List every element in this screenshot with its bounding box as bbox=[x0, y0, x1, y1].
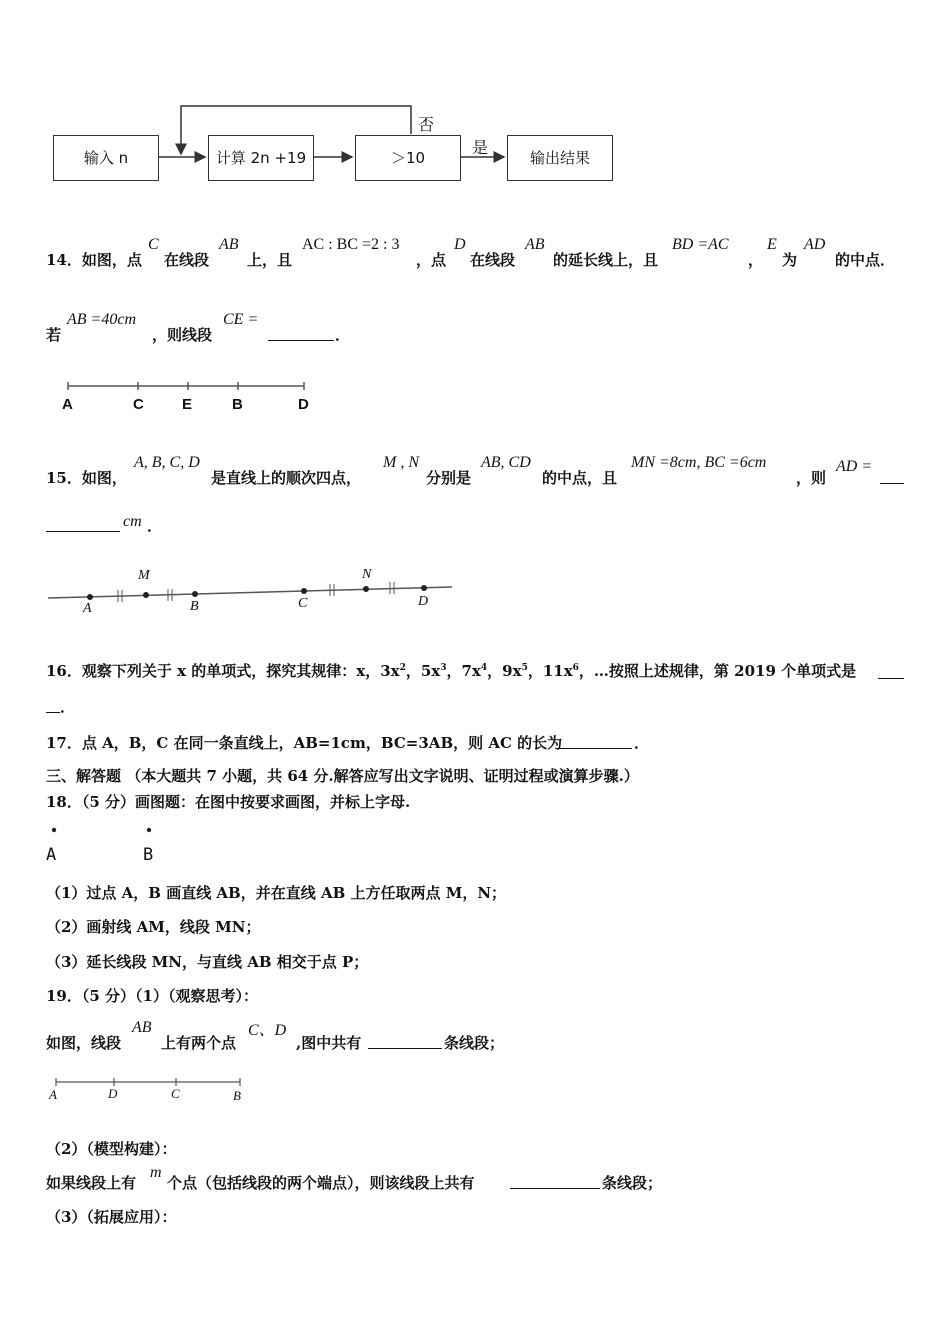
q14-t7: 为 bbox=[782, 251, 798, 269]
q18-label-A: A bbox=[46, 845, 57, 865]
q14-label-B: B bbox=[232, 396, 243, 413]
q14-label-A: A bbox=[62, 396, 73, 413]
q14-label-E: E bbox=[182, 396, 193, 413]
q15-t1: 是直线上的顺次四点， bbox=[211, 469, 362, 487]
q19-l1b: 上有两个点 bbox=[161, 1034, 237, 1052]
q15-point-A bbox=[87, 594, 93, 600]
q14-AB2: AB bbox=[525, 236, 545, 253]
q19-title: 19．（5 分）（1）（观察思考）： bbox=[46, 987, 258, 1005]
q14-t2: 上，且 bbox=[247, 251, 293, 269]
q19-ab: AB bbox=[132, 1019, 152, 1036]
q18-step-3: （3）延长线段 MN，与直线 AB 相交于点 P； bbox=[46, 953, 369, 971]
q17-text: 17．点 A，B，C 在同一条直线上，AB=1cm，BC=3AB，则 AC 的长为 bbox=[46, 734, 563, 752]
q19-l1a: 如图，线段 bbox=[46, 1034, 122, 1052]
q15-unit: cm bbox=[123, 513, 142, 530]
q15-point-N bbox=[363, 586, 369, 592]
q15-line-figure bbox=[40, 570, 460, 610]
q15-point-C bbox=[301, 588, 307, 594]
q14-D: D bbox=[454, 236, 466, 253]
flow-condition-box: ＞10 bbox=[355, 135, 461, 181]
q15-point-B bbox=[192, 591, 198, 597]
flow-input-box: 输入 n bbox=[53, 135, 159, 181]
q17-end: ． bbox=[634, 734, 650, 752]
flow-output-box: 输出结果 bbox=[507, 135, 613, 181]
q18-label-B: B bbox=[143, 845, 154, 865]
q15-label-C: C bbox=[298, 596, 308, 611]
q14-C: C bbox=[148, 236, 159, 253]
q14-ratio: AC : BC =2 : 3 bbox=[302, 236, 400, 253]
q15-point-D bbox=[421, 585, 427, 591]
flow-compute-box: 计算 2n +19 bbox=[208, 135, 314, 181]
q14-label-D: D bbox=[298, 396, 309, 413]
q18-points-figure bbox=[48, 826, 158, 834]
q14-bd: BD =AC bbox=[672, 236, 729, 253]
q18-step-2: （2）画射线 AM，线段 MN； bbox=[46, 918, 261, 936]
q14-l2a: 若 bbox=[46, 326, 62, 344]
q19-m: m bbox=[150, 1164, 162, 1181]
q19-l2a: 如果线段上有 bbox=[46, 1174, 137, 1192]
q16-end: ． bbox=[60, 698, 76, 716]
q18-step-1: （1）过点 A，B 画直线 AB，并在直线 AB 上方任取两点 M，N； bbox=[46, 884, 507, 902]
q14-end: ． bbox=[335, 326, 351, 344]
q16-text: 16．观察下列关于 x 的单项式，探究其规律：x，$3x^2$，$5x^3$，$7x^4$，$9x^5$，$11x^6$，…按照上述规律，第 2019 个单项式是 bbox=[46, 662, 857, 680]
q19-cd: C、D bbox=[248, 1022, 287, 1039]
q15-label-D: D bbox=[418, 594, 429, 609]
q14-l2b: ，则线段 bbox=[152, 326, 213, 344]
q15-t3: 的中点，且 bbox=[542, 469, 618, 487]
flow-no-label: 否 bbox=[418, 115, 435, 134]
q18-point-A bbox=[52, 828, 56, 832]
q19-label-A: A bbox=[49, 1087, 57, 1102]
q15-t2: 分别是 bbox=[426, 469, 472, 487]
q15-answer-blank-b[interactable] bbox=[46, 517, 120, 532]
q14-ab40: AB =40cm bbox=[67, 311, 136, 328]
q19-answer-blank-2[interactable] bbox=[510, 1174, 600, 1189]
q19-label-C: C bbox=[171, 1086, 180, 1101]
q18-title: 18．（5 分）画图题：在图中按要求画图，并标上字母. bbox=[46, 793, 411, 811]
q19-answer-blank-1[interactable] bbox=[368, 1034, 442, 1049]
q15-cond: MN =8cm, BC =6cm bbox=[631, 454, 767, 471]
q18-point-B bbox=[147, 828, 151, 832]
q15-end: ． bbox=[147, 517, 163, 535]
q16-answer-blank-b[interactable] bbox=[46, 698, 60, 713]
q16-answer-blank-a[interactable] bbox=[878, 664, 904, 679]
q15-answer-blank-a[interactable] bbox=[880, 469, 904, 484]
q14-AD: AD bbox=[804, 236, 826, 253]
q15-label-B: B bbox=[190, 599, 199, 614]
q14-label-C: C bbox=[133, 396, 144, 413]
q15-ad: AD = bbox=[836, 458, 873, 475]
q14-answer-blank[interactable] bbox=[268, 326, 334, 341]
flow-arrows bbox=[0, 0, 950, 200]
q19-part-2: （2）（模型构建）： bbox=[46, 1140, 177, 1158]
q15-abcd: A, B, C, D bbox=[134, 454, 200, 471]
q14-AB: AB bbox=[219, 236, 239, 253]
q19-label-B: B bbox=[233, 1088, 241, 1103]
q15-mn: M , N bbox=[383, 454, 419, 471]
q19-l1c: ,图中共有 bbox=[296, 1034, 362, 1052]
q15-label-M: M bbox=[138, 568, 150, 583]
q14-t5: 的延长线上，且 bbox=[553, 251, 659, 269]
q14-t1: 在线段 bbox=[164, 251, 210, 269]
q15-label-N: N bbox=[362, 567, 372, 582]
q15-abcd2: AB, CD bbox=[481, 454, 531, 471]
q14-t8: 的中点． bbox=[835, 251, 896, 269]
q14-line-figure bbox=[60, 378, 320, 394]
q19-line-figure bbox=[50, 1074, 250, 1090]
q19-label-D: D bbox=[108, 1086, 118, 1101]
q19-l1d: 条线段； bbox=[444, 1034, 505, 1052]
q14-ce: CE = bbox=[223, 311, 259, 328]
section-3-heading: 三、解答题 （本大题共 7 小题，共 64 分.解答应写出文字说明、证明过程或演算步骤.） bbox=[46, 767, 639, 785]
q15-t4: ，则 bbox=[796, 469, 827, 487]
q14-t3: ，点 bbox=[416, 251, 447, 269]
q15-num: 15．如图， bbox=[46, 469, 127, 487]
q19-l2b: 个点（包括线段的两个端点），则该线段上共有 bbox=[167, 1174, 475, 1192]
q15-label-A: A bbox=[83, 601, 92, 616]
q14-E: E bbox=[767, 236, 777, 253]
q14-num: 14．如图，点 bbox=[46, 251, 142, 269]
q14-t6: ， bbox=[748, 251, 764, 269]
q19-l2c: 条线段； bbox=[602, 1174, 663, 1192]
q17-answer-blank[interactable] bbox=[558, 734, 632, 749]
q19-part-3: （3）（拓展应用）： bbox=[46, 1208, 177, 1226]
flow-yes-label: 是 bbox=[472, 138, 489, 157]
q15-point-M bbox=[143, 592, 149, 598]
q14-t4: 在线段 bbox=[470, 251, 516, 269]
